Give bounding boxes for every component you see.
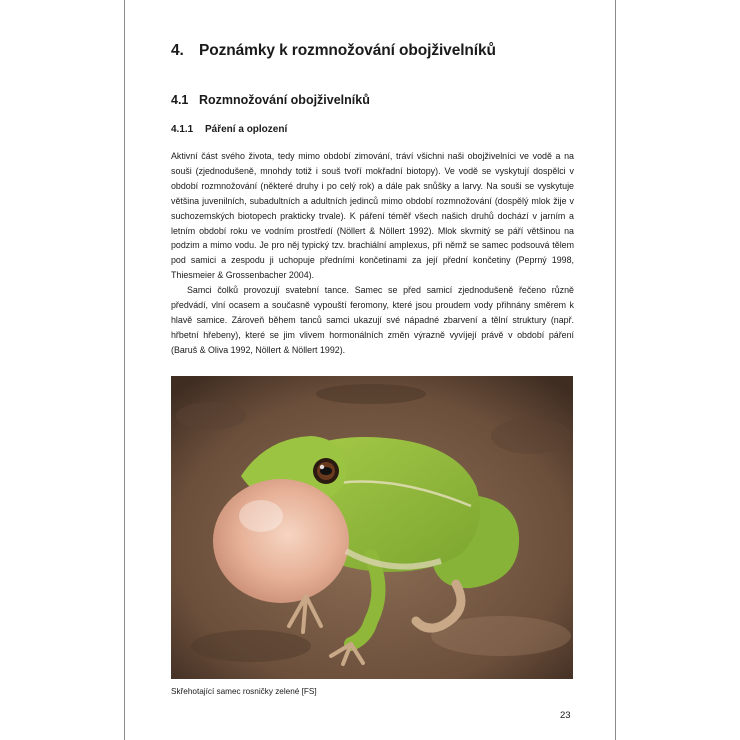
paragraph-1: Aktivní část svého života, tedy mimo období zimování, tráví všichni naši obojživelníci ve vodě a na souši (zjednodušeně, mnohdy totiž i souš tvoří mokřadní biotopy). Ve vodě se vyskytují dospělci v období rozmnožování (některé druhy i po celý rok) a dále pak snůšky a larvy. Na souši se vyskytuje většina juvenilních, subadultních a adultních jedinců mimo období rozmnožování (dospělý mlok žije v suchozemských biotopech prakticky trvale). K páření téměř všech našich druhů dochází v jarním a letním období roku ve vodním prostředí (Nöllert & Nöllert 1992). Mlok skvrnitý se páří většinou na podzim a mimo vodu. Je pro něj typický tzv. brachiální amplexus, při němž se samec podsouvá tělem pod samici a zespodu ji uchopuje předními končetinami za její přední končetiny (Peprný 1998, Thiesmeier & Grossenbacher 2004). (171, 151, 574, 281)
tree-frog-photo (171, 376, 573, 679)
subsection-number: 4.1.1 (171, 124, 194, 135)
page-number: 23 (560, 710, 571, 721)
subsection-heading (171, 124, 287, 135)
page-edge-right (615, 0, 616, 740)
section-title: Rozmnožování obojživelníků (199, 93, 370, 107)
section-number: 4.1 (171, 93, 189, 107)
section-heading (171, 93, 370, 107)
tree-frog-illustration (171, 376, 573, 679)
page-edge-left (124, 0, 125, 740)
paragraph-2: Samci čolků provozují svatební tance. Samec se před samicí zjednodušeně řečeno různě předvádí, vlní ocasem a současně vypouští feromony, které jsou proudem vody přihnány směrem k hlavě samice. Zároveň během tanců samci ukazují své nápadné zbarvení a tělní struktury (např. hřbetní hřebeny), které se jim vlivem hormonálních změn výrazně vyvíjejí právě v období páření (Baruš & Oliva 1992, Nöllert & Nöllert 1992). (171, 285, 574, 355)
chapter-heading (171, 42, 496, 60)
figure-caption: Skřehotající samec rosničky zelené [FS] (171, 687, 317, 696)
chapter-number: 4. (171, 42, 184, 59)
subsection-title: Páření a oplození (205, 124, 288, 135)
body-text (171, 149, 574, 358)
chapter-title: Poznámky k rozmnožování obojživelníků (199, 42, 496, 59)
